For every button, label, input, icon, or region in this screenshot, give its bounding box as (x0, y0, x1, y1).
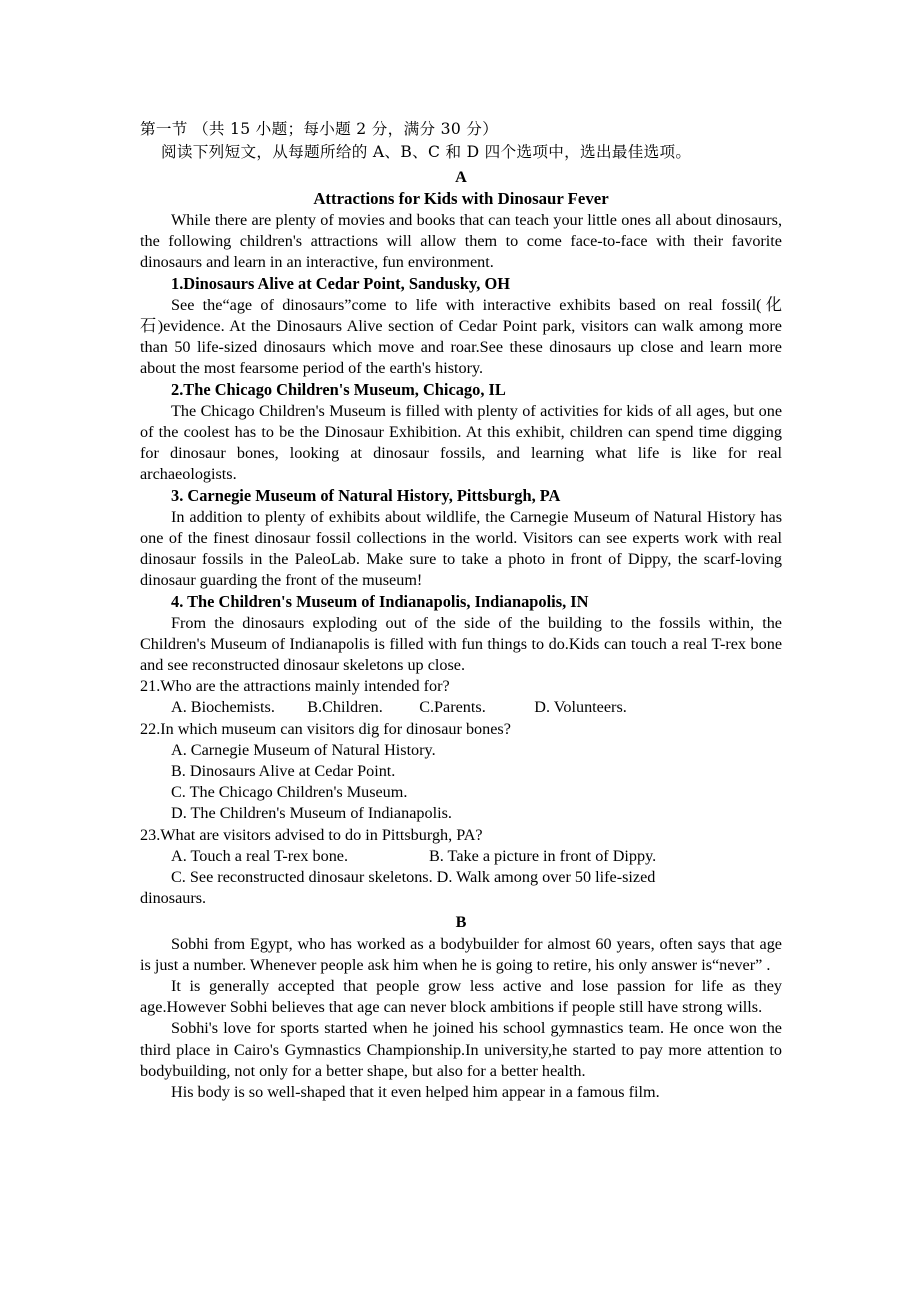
attraction-body-4: From the dinosaurs exploding out of the side of the building to the fossils within, the Children's Museum of Indianapolis is filled with fun things to do.Kids can touch a real T-rex bone and see reconstructed dinosaur skeletons up close. (140, 613, 782, 674)
passage-a-title: Attractions for Kids with Dinosaur Fever (313, 189, 609, 209)
question-23-options-row-2[interactable]: C. See reconstructed dinosaur skeletons. D. Walk among over 50 life-sized (171, 868, 656, 886)
question-22-stem: 22.In which museum can visitors dig for dinosaur bones? (140, 719, 511, 738)
section-header (140, 118, 782, 164)
passage-a (140, 167, 782, 909)
attraction-body-1: See the“age of dinosaurs”come to life with interactive exhibits based on real fossil(化石)evidence. At the Dinosaurs Alive section of Cedar Point park, visitors can walk among more than 50 life-sized dinosaurs which move and roar.See these dinosaurs up close and learn more about the most fearsome period of the earth's history. (140, 295, 782, 378)
passage-a-intro: While there are plenty of movies and books that can teach your little ones all about dinosaurs, the following children's attractions will allow them to come face-to-face with their favorite dinosaurs and learn in an interactive, fun environment. (140, 210, 782, 272)
question-22-option-c[interactable]: C. The Chicago Children's Museum. (171, 783, 408, 802)
question-22-option-a[interactable]: A. Carnegie Museum of Natural History. (171, 740, 436, 759)
passage-a-letter: A (455, 168, 467, 186)
section-header-line-1: 第一节 （共 15 小题；每小题 2 分，满分 30 分） (140, 120, 499, 138)
document-body (140, 118, 782, 1103)
question-23-stem: 23.What are visitors advised to do in Pittsburgh, PA? (140, 825, 483, 844)
question-23-options-row-1[interactable]: A. Touch a real T-rex bone. B. Take a picture in front of Dippy. (171, 846, 657, 865)
passage-b (140, 912, 782, 1103)
passage-b-paragraph-1: Sobhi from Egypt, who has worked as a bodybuilder for almost 60 years, often says that age is just a number. Whenever people ask him when he is going to retire, his only answer is“never” . (140, 934, 782, 974)
question-22-option-d[interactable]: D. The Children's Museum of Indianapolis. (171, 804, 452, 823)
attraction-heading-2: 2.The Chicago Children's Museum, Chicago, IL (171, 380, 506, 400)
question-21-stem: 21.Who are the attractions mainly intended for? (140, 677, 450, 696)
passage-b-paragraph-4: His body is so well-shaped that it even helped him appear in a famous film. (171, 1083, 660, 1102)
question-23-options-overflow[interactable]: dinosaurs. (140, 889, 207, 908)
question-22 (140, 719, 782, 825)
attraction-heading-4: 4. The Children's Museum of Indianapolis, Indianapolis, IN (171, 592, 589, 612)
passage-b-paragraph-3: Sobhi's love for sports started when he joined his school gymnastics team. He once won the third place in Cairo's Gymnastics Championship.In university,he started to pay more attention to bodybuilding, not only for a better shape, but also for a better health. (140, 1019, 782, 1080)
attraction-body-2: The Chicago Children's Museum is filled with plenty of activities for kids of all ages, but one of the coolest has to be the Dinosaur Exhibition. At this exhibit, children can spend time digging for dinosaur bones, looking at dinosaur fossils, and learning what life is like for real archaeologists. (140, 401, 782, 484)
question-21-options[interactable]: A. Biochemists. B.Children. C.Parents. D. Volunteers. (171, 698, 627, 717)
passage-b-letter: B (455, 913, 467, 932)
attraction-heading-1: 1.Dinosaurs Alive at Cedar Point, Sandusky, OH (171, 274, 510, 294)
question-21 (140, 676, 782, 718)
attraction-heading-3: 3. Carnegie Museum of Natural History, Pittsburgh, PA (171, 486, 561, 506)
question-22-option-b[interactable]: B. Dinosaurs Alive at Cedar Point. (171, 761, 396, 780)
attraction-body-3: In addition to plenty of exhibits about wildlife, the Carnegie Museum of Natural History has one of the finest dinosaur fossil collections in the world. Visitors can see experts work with real dinosaur fossils in the PaleoLab. Make sure to take a photo in front of Dippy, the scarf-loving dinosaur guarding the front of the museum! (140, 507, 782, 590)
question-23 (140, 825, 782, 910)
section-header-line-2: 阅读下列短文，从每题所给的 A、B、C 和 D 四个选项中，选出最佳选项。 (161, 143, 692, 161)
passage-b-paragraph-2: It is generally accepted that people grow less active and lose passion for life as they age.However Sobhi believes that age can never block ambitions if people still have strong wills. (140, 977, 782, 1017)
